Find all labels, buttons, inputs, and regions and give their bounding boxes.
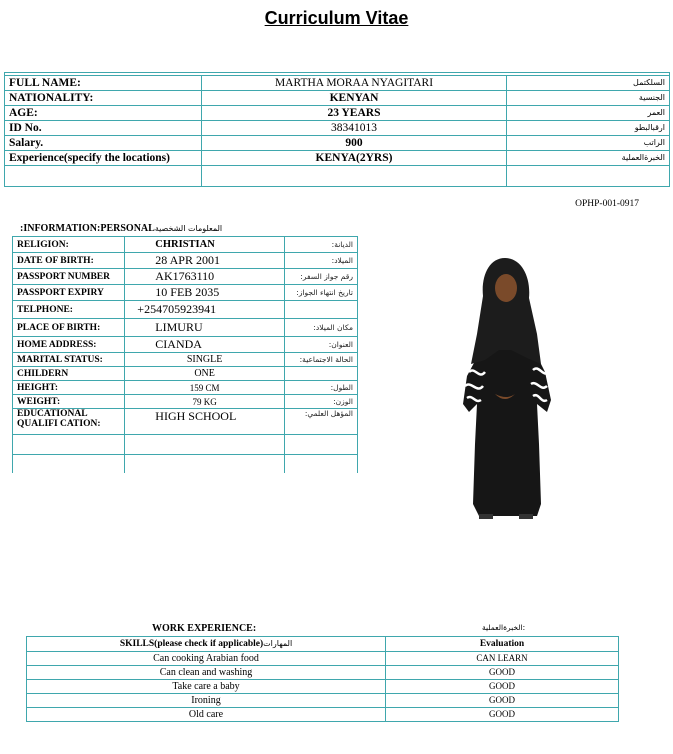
skill-name: Take care a baby <box>27 680 386 694</box>
field-arabic-label <box>284 367 357 381</box>
field-value: 23 YEARS <box>202 106 507 121</box>
field-value: MARTHA MORAA NYAGITARI <box>202 76 507 91</box>
table-row <box>13 353 358 367</box>
table-row <box>13 337 358 353</box>
field-value: 159 CM <box>125 381 285 395</box>
field-label: HOME ADDRESS: <box>13 337 125 353</box>
work-experience-heading: WORK EXPERIENCE: <box>152 623 257 634</box>
skill-evaluation: CAN LEARN <box>386 652 619 666</box>
applicant-right-shoe <box>519 514 533 519</box>
table-row <box>13 381 358 395</box>
work-experience-heading-arabic: الخبرةالعملية: <box>482 623 526 632</box>
table-row <box>13 319 358 337</box>
field-label: CHILDERN <box>13 367 125 381</box>
field-value: 900 <box>202 136 507 151</box>
field-arabic-label: الخبرةالعملية <box>507 151 670 166</box>
field-label: EDUCATIONAL QUALIFI CATION: <box>13 409 125 435</box>
field-label: DATE OF BIRTH: <box>13 253 125 269</box>
personal-info-heading-arabic: المعلومات الشخصية <box>154 224 223 233</box>
field-value: KENYA(2YRS) <box>202 151 507 166</box>
table-row <box>5 166 670 187</box>
field-label: HEIGHT: <box>13 381 125 395</box>
field-label: PLACE OF BIRTH: <box>13 319 125 337</box>
field-arabic-label: :رقم جواز السفر <box>284 269 357 285</box>
skill-name: Old care <box>27 708 386 722</box>
field-arabic-label: السلكتمل <box>507 76 670 91</box>
field-label: PASSPORT EXPIRY <box>13 285 125 301</box>
field-arabic-label: :مكان الميلاد <box>284 319 357 337</box>
skill-name: Ironing <box>27 694 386 708</box>
field-value: KENYAN <box>202 91 507 106</box>
field-value: SINGLE <box>125 353 285 367</box>
field-arabic-label: :الميلاد <box>284 253 357 269</box>
table-row <box>13 237 358 253</box>
table-row <box>13 285 358 301</box>
skills-header-arabic: المهارات <box>263 639 293 648</box>
table-row <box>5 106 670 121</box>
field-arabic-label: العمر <box>507 106 670 121</box>
reference-code: OPHP-001-0917 <box>575 199 639 209</box>
field-arabic-label <box>284 301 357 319</box>
applicant-left-shoe <box>479 514 493 519</box>
table-row <box>13 253 358 269</box>
field-arabic-label: :الديانة <box>284 237 357 253</box>
field-arabic-label: :الحالة الاجتماعية <box>284 353 357 367</box>
field-value: +254705923941 <box>125 301 285 319</box>
field-label: RELIGION: <box>13 237 125 253</box>
skills-table <box>26 636 619 722</box>
skill-evaluation: GOOD <box>386 666 619 680</box>
personal-info-table <box>12 236 358 473</box>
applicant-hijab <box>471 258 541 364</box>
personal-info-heading-text: :INFORMATION:PERSONAL <box>20 223 155 234</box>
field-value: 28 APR 2001 <box>125 253 285 269</box>
field-arabic-label: :المؤهل العلمي <box>284 409 357 435</box>
table-row <box>13 269 358 285</box>
field-arabic-label: الراتب <box>507 136 670 151</box>
field-label: FULL NAME: <box>5 76 202 91</box>
field-value: LIMURU <box>125 319 285 337</box>
table-row <box>13 455 358 473</box>
skill-name: Can cooking Arabian food <box>27 652 386 666</box>
field-arabic-label: ارقبالبطو <box>507 121 670 136</box>
table-row <box>13 395 358 409</box>
table-row <box>27 680 619 694</box>
table-row <box>5 151 670 166</box>
skill-evaluation: GOOD <box>386 680 619 694</box>
table-row <box>5 136 670 151</box>
field-label: AGE: <box>5 106 202 121</box>
skills-header-text: SKILLS(please check if applicable) <box>119 639 264 649</box>
table-row <box>5 91 670 106</box>
evaluation-header: Evaluation <box>386 637 619 652</box>
field-label: ID No. <box>5 121 202 136</box>
field-label: Salary. <box>5 136 202 151</box>
table-row <box>27 708 619 722</box>
table-row <box>5 76 670 91</box>
table-row <box>27 637 619 652</box>
table-row <box>27 652 619 666</box>
table-row <box>13 435 358 455</box>
summary-table <box>4 72 670 187</box>
field-value: 38341013 <box>202 121 507 136</box>
field-label: MARITAL STATUS: <box>13 353 125 367</box>
field-arabic-label: :الطول <box>284 381 357 395</box>
field-arabic-label: :الوزن <box>284 395 357 409</box>
skill-name: Can clean and washing <box>27 666 386 680</box>
field-value: ONE <box>125 367 285 381</box>
table-row <box>27 694 619 708</box>
table-row <box>13 409 358 435</box>
table-row <box>13 367 358 381</box>
skill-evaluation: GOOD <box>386 708 619 722</box>
field-value: CIANDA <box>125 337 285 353</box>
document-title: Curriculum Vitae <box>264 8 409 28</box>
skills-header <box>27 637 386 652</box>
field-label: PASSPORT NUMBER <box>13 269 125 285</box>
field-arabic-label: الجنسية <box>507 91 670 106</box>
field-value: 79 KG <box>125 395 285 409</box>
skill-evaluation: GOOD <box>386 694 619 708</box>
table-row <box>27 666 619 680</box>
field-arabic-label: :العنوان <box>284 337 357 353</box>
field-value: AK1763110 <box>125 269 285 285</box>
field-arabic-label: :تاريخ انتهاء الجواز <box>284 285 357 301</box>
field-label: TELPHONE: <box>13 301 125 319</box>
table-row <box>5 121 670 136</box>
table-row <box>13 301 358 319</box>
personal-info-heading <box>20 223 222 234</box>
field-label: NATIONALITY: <box>5 91 202 106</box>
field-value: HIGH SCHOOL <box>125 409 285 435</box>
applicant-photo <box>455 254 555 526</box>
applicant-face <box>495 274 517 302</box>
field-value: 10 FEB 2035 <box>125 285 285 301</box>
field-label: WEIGHT: <box>13 395 125 409</box>
field-value: CHRISTIAN <box>125 237 285 253</box>
field-label: Experience(specify the locations) <box>5 151 202 166</box>
